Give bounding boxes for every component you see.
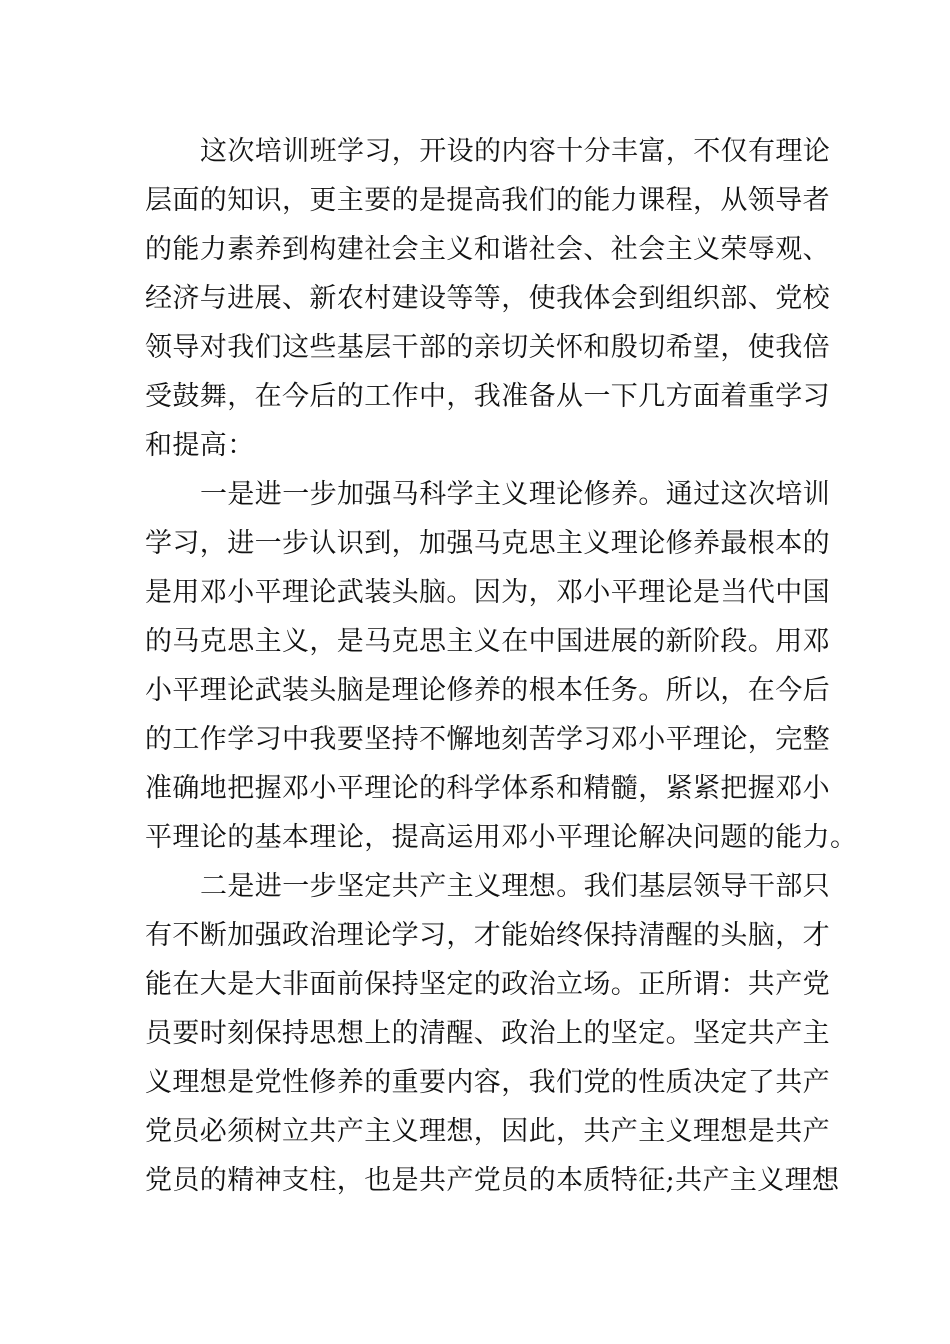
text-line: 的能力素养到构建社会主义和谐社会、社会主义荣辱观、 [145,234,830,265]
text-line: 的工作学习中我要坚持不懈地刻苦学习邓小平理论，完整 [145,724,830,755]
text-line: 能在大是大非面前保持坚定的政治立场。正所谓：共产党 [145,969,830,1000]
text-line: 经济与进展、新农村建设等等，使我体会到组织部、党校 [145,283,830,314]
document-body [145,127,858,1205]
text-line: 层面的知识，更主要的是提高我们的能力课程，从领导者 [145,185,830,216]
text-line: 是用邓小平理论武装头脑。因为，邓小平理论是当代中国 [145,577,830,608]
text-line: 党员的精神支柱，也是共产党员的本质特征;共产主义理想 [145,1165,840,1196]
text-line: 受鼓舞，在今后的工作中，我准备从一下几方面着重学习 [145,381,830,412]
text-line: 学习，进一步认识到，加强马克思主义理论修养最根本的 [145,528,830,559]
text-line: 平理论的基本理论，提高运用邓小平理论解决问题的能力。 [145,822,858,853]
text-line: 二是进一步坚定共产主义理想。我们基层领导干部只 [200,871,831,902]
text-line: 和提高： [145,430,255,461]
text-line: 有不断加强政治理论学习，才能始终保持清醒的头脑，才 [145,920,830,951]
text-line: 这次培训班学习，开设的内容十分丰富，不仅有理论 [200,136,831,167]
text-line: 准确地把握邓小平理论的科学体系和精髓，紧紧把握邓小 [145,773,830,804]
text-line: 党员必须树立共产主义理想，因此，共产主义理想是共产 [145,1116,830,1147]
text-line: 领导对我们这些基层干部的亲切关怀和殷切希望，使我倍 [145,332,830,363]
text-line: 义理想是党性修养的重要内容，我们党的性质决定了共产 [145,1067,830,1098]
text-line: 员要时刻保持思想上的清醒、政治上的坚定。坚定共产主 [145,1018,830,1049]
text-line: 的马克思主义，是马克思主义在中国进展的新阶段。用邓 [145,626,830,657]
text-line: 小平理论武装头脑是理论修养的根本任务。所以，在今后 [145,675,830,706]
text-line: 一是进一步加强马科学主义理论修养。通过这次培训 [200,479,831,510]
